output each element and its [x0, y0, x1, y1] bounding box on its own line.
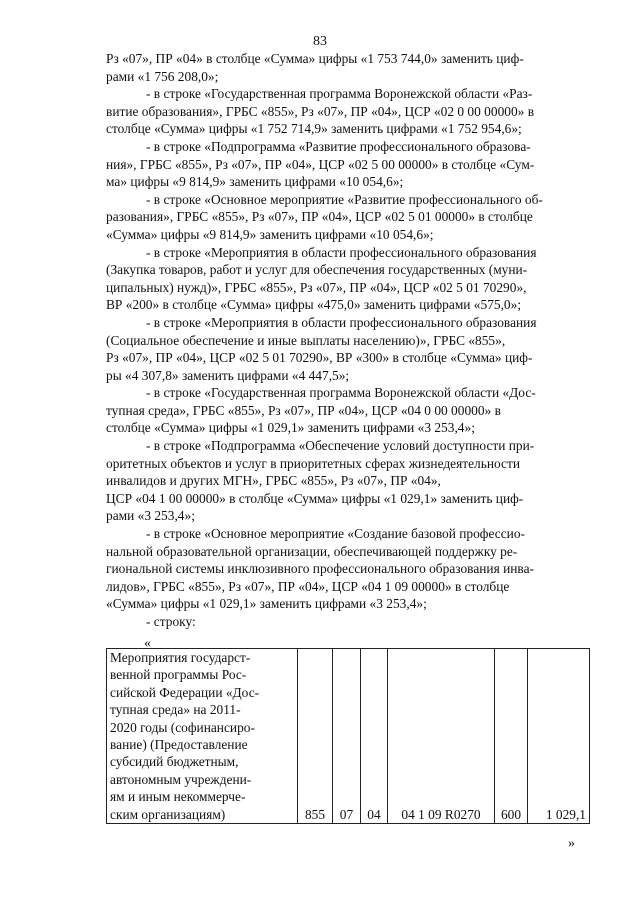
text-line: - в строке «Основное мероприятие «Развитие профессионального об-	[146, 191, 543, 207]
cell-rz: 07	[333, 649, 361, 824]
text-line: - в строке «Подпрограмма «Обеспечение условий доступности при-	[146, 438, 535, 454]
name-line: тупная среда» на 2011-	[110, 702, 241, 718]
name-line: субсидий бюджетным,	[110, 754, 239, 770]
text-line: (Закупка товаров, работ и услуг для обеспечения государственных (муни-	[106, 262, 528, 278]
text-line: «Сумма» цифры «9 814,9» заменить цифрами «10 054,6»;	[106, 226, 434, 242]
paragraph	[106, 85, 590, 138]
name-line: вание) (Предоставление	[110, 737, 248, 753]
name-line: венной программы Рос-	[110, 667, 247, 683]
amendment-table	[106, 648, 590, 824]
paragraph	[106, 314, 590, 384]
text-line: - в строке «Мероприятия в области профессионального образования	[146, 244, 537, 260]
paragraph	[106, 138, 590, 191]
text-line: ципальных) нужд)», ГРБС «855», Рз «07», ПР «04», ЦСР «02 5 01 70290»,	[106, 279, 527, 295]
paragraph	[106, 244, 590, 314]
text-line: тупная среда», ГРБС «855», Рз «07», ПР «04», ЦСР «04 0 00 00000» в	[106, 402, 501, 418]
text-line: - в строке «Государственная программа Воронежской области «Раз-	[146, 86, 533, 102]
paragraph	[106, 384, 590, 437]
text-line: (Социальное обеспечение и иные выплаты населению)», ГРБС «855»,	[106, 332, 506, 348]
text-line: разования», ГРБС «855», Рз «07», ПР «04», ЦСР «02 5 01 00000» в столбце	[106, 209, 533, 225]
text-line: столбце «Сумма» цифры «1 752 714,9» заменить цифрами «1 752 954,6»;	[106, 121, 522, 137]
cell-grbs: 855	[298, 649, 333, 824]
cell-csr: 04 1 09 R0270	[388, 649, 495, 824]
paragraph	[106, 50, 590, 85]
opening-quote: «	[144, 636, 151, 651]
name-line: ям и иным некоммерче-	[110, 789, 246, 805]
text-line: оритетных объектов и услуг в приоритетных сферах жизнедеятельности	[106, 455, 521, 471]
text-line: - строку:	[146, 614, 196, 629]
text-line: ЦСР «04 1 00 00000» в столбце «Сумма» цифры «1 029,1» заменить циф-	[106, 490, 524, 506]
closing-quote: »	[568, 836, 575, 851]
text-line: «Сумма» цифры «1 029,1» заменить цифрами «3 253,4»;	[106, 596, 427, 612]
text-line: ма» цифры «9 814,9» заменить цифрами «10 054,6»;	[106, 174, 404, 190]
text-line: ры «4 307,8» заменить цифрами «4 447,5»;	[106, 367, 350, 383]
text-line: Рз «07», ПР «04», ЦСР «02 5 01 70290», ВР «300» в столбце «Сумма» циф-	[106, 350, 533, 366]
text-line: - в строке «Основное мероприятие «Создание базовой профессио-	[146, 526, 525, 542]
cell-name	[107, 649, 298, 824]
text-line: инвалидов и других МГН», ГРБС «855», Рз «07», ПР «04»,	[106, 473, 441, 489]
table-row	[107, 649, 590, 824]
text-line: витие образования», ГРБС «855», Рз «07», ПР «04», ЦСР «02 0 00 00000» в	[106, 103, 535, 119]
name-line: Мероприятия государст-	[110, 650, 251, 665]
body-text	[106, 50, 590, 631]
paragraph	[106, 191, 590, 244]
text-line: нальной образовательной организации, обеспечивающей поддержку ре-	[106, 543, 518, 559]
text-line: - в строке «Мероприятия в области профессионального образования	[146, 314, 537, 330]
cell-pr: 04	[361, 649, 388, 824]
name-line: сийской Федерации «Дос-	[110, 684, 260, 700]
text-line: рами «3 253,4»;	[106, 508, 195, 524]
text-line: Рз «07», ПР «04» в столбце «Сумма» цифры «1 753 744,0» заменить циф-	[106, 51, 524, 66]
name-line: автономным учреждени-	[110, 771, 252, 787]
name-line: ским организациям)	[110, 806, 226, 822]
cell-vr: 600	[495, 649, 528, 824]
text-line: - в строке «Подпрограмма «Развитие профессионального образова-	[146, 138, 531, 154]
text-line: рами «1 756 208,0»;	[106, 68, 219, 84]
cell-sum: 1 029,1	[528, 649, 590, 824]
text-line: столбце «Сумма» цифры «1 029,1» заменить цифрами «3 253,4»;	[106, 420, 475, 436]
name-line: 2020 годы (софинансиро-	[110, 719, 255, 735]
paragraph	[106, 525, 590, 613]
text-line: - в строке «Государственная программа Воронежской области «Дос-	[146, 385, 536, 401]
text-line: лидов», ГРБС «855», Рз «07», ПР «04», ЦСР «04 1 09 00000» в столбце	[106, 578, 510, 594]
paragraph	[106, 437, 590, 525]
text-line: ния», ГРБС «855», Рз «07», ПР «04», ЦСР «02 5 00 00000» в столбце «Сум-	[106, 156, 535, 172]
text-line: ВР «200» в столбце «Сумма» цифры «475,0» заменить цифрами «575,0»;	[106, 297, 522, 313]
page-number: 83	[313, 34, 327, 49]
text-line: гиональной системы инклюзивного профессионального образования инва-	[106, 561, 534, 577]
paragraph	[106, 613, 590, 631]
